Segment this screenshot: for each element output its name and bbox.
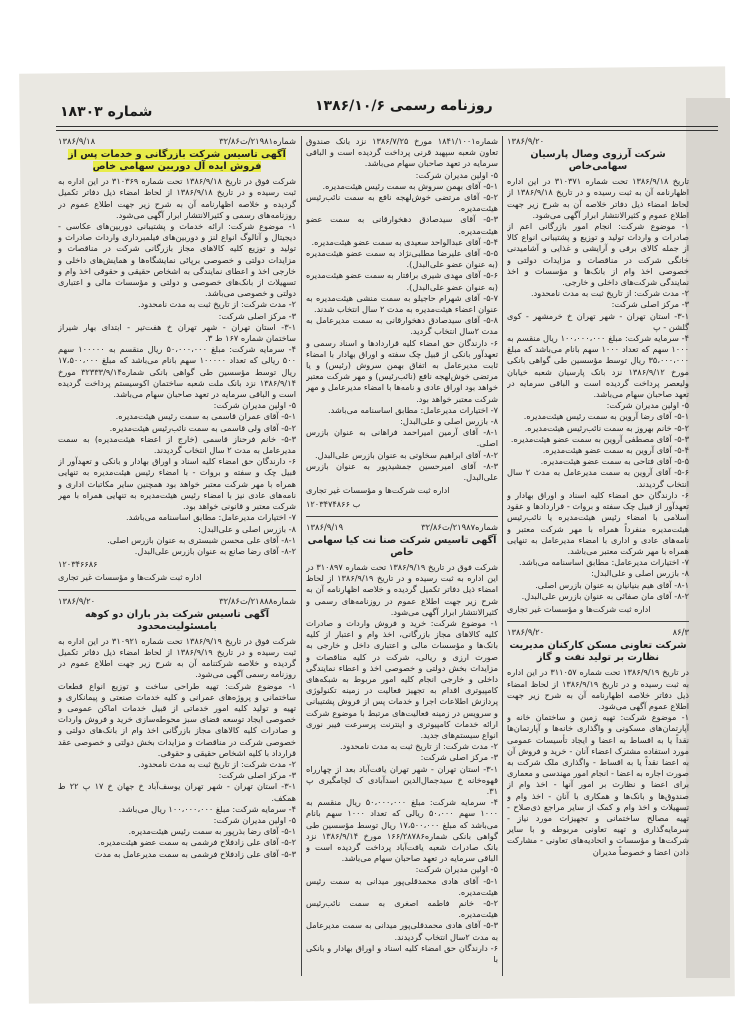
reg-number: شماره۲۱۹۸۱/ت۳۲/۸۶	[219, 136, 296, 146]
body-line: ۱- موضوع شرکت: تهیه طراحی ساخت و توزیع انواع قطعات ساختمانی و پروژه‌های عمرانی و کلیه خدمات صنعتی و پیمانکاری و تهیه و تولید کلیه امور خدماتی از قبیل خدمات اماکن عمومی و خصوصی ایجاد توسعه فضای سبز محوطه‌سازی خرید و فروش واردات و صادرات کلیه کالاهای مجاز بازرگانی اخذ وام از بانک‌های دولتی و خصوصی شرکت در مناقصات و مزایدات بخش دولتی و خصوصی عقد قرارداد با کلیه اشخاص حقیقی و حقوقی.	[58, 680, 296, 758]
body-line: ۵-۱- آقای عمران قاسمی به سمت رئیس هیئت‌مدیره.	[115, 411, 296, 422]
body-line: ۷- اختیارات مدیرعامل: مطابق اساسنامه می‌باشد.	[519, 557, 689, 568]
body-line: ۳-۱- استان تهران - شهر تهران خ خرمشهر - کوی گلشن - پ	[507, 310, 689, 332]
reg-number: ۸۶/۳	[672, 627, 689, 638]
body-line: ۵-۲- آقای علی زادفلاح فرشمی به سمت عضو هیئت‌مدیره.	[97, 837, 296, 848]
body-line: ۸-۲- آقای ابراهیم سخاوتی به عنوان بازرس علی‌البدل.	[314, 449, 498, 460]
body-line: ۵-۵- آقای فتاحی به سمت عضو هیئت‌مدیره.	[540, 456, 689, 467]
body-line: ۱- موضوع شرکت: انجام امور بازرگانی اعم از صادرات و واردات تولید و توزیع و پشتیبانی انواع کالا از جمله کالای برقی و آرایشی و غذایی و آشامیدنی خانگی شرکت در مناقصات و مزایدات دولتی و خصوصی اخذ وام از بانک‌ها و مؤسسات و اخذ نمایندگی شرکت‌های داخلی و خارجی.	[507, 221, 689, 288]
body-line: ۵- اولین مدیران شرکت:	[415, 169, 498, 180]
body-line: ۶- دارندگان حق امضاء کلیه اسناد و اوراق بهادار و بانکی با	[306, 942, 498, 965]
announcement-body	[306, 136, 498, 483]
body-line: ۵-۱- آقای رضا آروین به سمت رئیس هیئت‌مدیره.	[523, 411, 689, 422]
column-rule	[301, 136, 302, 976]
announcement-title	[58, 149, 296, 173]
announcement	[58, 136, 296, 584]
body-line: ۵-۲- آقای ولی قاسمی به سمت نائب‌رئیس هیئت‌مدیره.	[109, 422, 296, 433]
registration-line	[58, 136, 296, 147]
body-line: ۱- موضوع شرکت: خرید و فروش واردات و صادرات کلیه کالاهای مجاز بازرگانی، اخذ وام و اعتبار از کلیه بانک‌ها و مؤسسات مالی و اعتباری داخل و خارجی به صورت ارزی و ریالی، شرکت در کلیه مناقصات و مزایدات بخش دولتی و خصوصی اخذ و اعطاء نمایندگی داخلی و خارجی انجام کلیه امور مربوط به شبکه‌های کامپیوتری اقدام به تجهیز فعالیت در زمینه تکنولوژی پردازش اطلاعات اجرا و خدمات پس از فروش پشتیبانی و سرویس در زمینه فعالیت‌های مرتبط با موضوع شرکت ارائه خدمات کامپیوتری و اینترنت پرسرعت فیبر نوری انواع سیستم‌های جدید.	[306, 617, 498, 740]
body-line: ۳-۱- استان تهران - شهر تهران یوسف‌آباد خ جهان خ ۱۷ پ ۲۲ ط همکف.	[58, 781, 296, 803]
column-rule	[502, 136, 503, 976]
body-line: ۳- مرکز اصلی شرکت:	[218, 770, 296, 781]
body-line: ۴- سرمایه شرکت: مبلغ ۱۰۰،۰۰۰،۰۰۰ ریال منقسم به ۱۰۰۰ سهم که تعداد ۱۰۰۰ سهم بانام می‌باشد که مبلغ ۳۵،۰۰۰،۰۰۰ ریال توسط مؤسسین طی گواهی بانکی مورخ ۱۳۸۶/۹/۱۲ نزد بانک پارسیان شعبه خیابان ولیعصر پرداخت گردیده است و الباقی سرمایه در تعهد صاحبان سهام می‌باشد.	[507, 333, 689, 400]
reg-date: ۱۳۸۶/۹/۲۰	[507, 136, 545, 146]
announcement-divider	[58, 590, 296, 591]
body-line: ۱- موضوع شرکت: ارائه خدمات و پشتیبانی دوربین‌های عکاسی - دیجیتال و آنالوگ انواع لنز و دوربین‌های فیلمبرداری واردات صادرات و تولید و توزیع کلیه کالاهای مجاز بازرگانی شرکت در مناقصات و مزایدات دولتی و خصوصی برپائی نمایشگاه‌ها و همایش‌های داخلی و خارجی اخذ و اعطای نمایندگی به اشخاص حقیقی و حقوقی اخذ وام و تسهیلات از بانک‌های خصوصی و دولتی و مؤسسات مالی و اعتباری دولتی و خصوصی می‌باشد.	[58, 221, 296, 299]
body-line: شرکت فوق در تاریخ ۱۳۸۶/۹/۱۹ تحت شماره ۳۱۰۹۲۱ در این اداره به ثبت رسیده و در تاریخ ۱۳۸۶/۹/۱۹ از لحاظ امضاء ذیل دفاتر تکمیل گردیده و خلاصه شرکتنامه آن به شرح زیر جهت اطلاع عموم در روزنامه رسمی آگهی می‌شود.	[58, 635, 296, 680]
body-line: شرکت فوق در تاریخ ۱۳۸۶/۹/۱۸ تحت شماره ۳۱۰۳۶۹ در این اداره به ثبت رسیده و در تاریخ ۱۳۸۶/۹/۱۸ از لحاظ امضاء ذیل دفاتر تکمیل گردیده و خلاصه اظهارنامه آن به شرح زیر جهت اطلاع عموم در روزنامه‌های رسمی و کثیرالانتشار ابرار آگهی می‌شود.	[58, 176, 296, 220]
body-line: ۵-۳- آقای مصطفی آروین به سمت عضو هیئت‌مدیره.	[510, 433, 689, 444]
body-line: ۵-۱- آقای بهمن سروش به سمت رئیس هیئت‌مدیره.	[322, 180, 498, 191]
announcement-body	[507, 667, 689, 857]
body-line: ۵- اولین مدیران شرکت:	[213, 814, 296, 825]
body-line: ۱- موضوع شرکت: تهیه زمین و ساختمان خانه و آپارتمان‌های مسکونی و واگذاری خانه‌ها و آپارتمان‌ها نقداً یا به اقساط به اعضا و ایجاد تأسیسات عمومی مورد استفاده مشترک اعضاء آنان - خرید و فروش آن به اعضا نقداً یا به اقساط - واگذاری ملک شرکت به صورت اجاره به اعضا - انجام امور مهندسی و معماری برای اعضا و نظارت بر امور آنها - اخذ وام از صندوق‌ها و بانک‌ها و همکاری با آنان - اخذ وام و تسهیلات و اخذ وام و کمک از سایر مراجع ذی‌صلاح - تهیه مصالح ساختمانی و تجهیزات مورد نیاز - سرمایه‌گذاری و تهیه تعاونی مربوطه و با سایر شرکت‌ها و مؤسسات و اتحادیه‌های تعاونی - مشارکت دادن اعضا و خصوصاً مدیران	[507, 712, 689, 857]
reg-number: شماره۲۱۹۸۷/ت۳۲/۸۶	[421, 521, 498, 532]
registration-line	[58, 596, 296, 607]
announcement-code: ۱۲۰۳۴۶۶۸۶	[58, 559, 98, 570]
reg-date: ۱۳۸۶/۹/۱۹	[306, 521, 344, 532]
header-rule	[56, 130, 718, 131]
body-line: ۳- مرکز اصلی شرکت:	[611, 299, 689, 310]
reg-date: ۱۳۸۶/۹/۲۰	[58, 595, 96, 606]
body-line: شرکت فوق در تاریخ ۱۳۸۶/۹/۱۹ تحت شماره ۳۱۰۸۹۷ در این اداره به ثبت رسیده و در تاریخ ۱۳۸۶/۹/۱۹ از لحاظ امضاء ذیل دفاتر تکمیل گردیده و خلاصه اظهارنامه آن به شرح زیر جهت اطلاع عموم در روزنامه‌های رسمی و کثیرالانتشار ابرار آگهی می‌شود.	[306, 561, 498, 617]
body-line: ۵-۸- آقای سیدصادق دهخوارقانی به سمت مدیرعامل به مدت ۲سال انتخاب گردید.	[306, 315, 498, 337]
body-line: ۸-۳- آقای امیرحسین جمشیدپور به عنوان بازرس علی‌البدل.	[306, 460, 498, 483]
announcement-title: آگهی تاسیس شرکت بذر باران دو کوهه بامسئولیت‌محدود	[84, 608, 270, 632]
body-line: ۵-۲- خانم بهروز به سمت نائب‌رئیس هیئت‌مدیره.	[524, 422, 689, 433]
column-left	[58, 136, 296, 976]
body-line: ۵- اولین مدیران شرکت:	[213, 400, 296, 411]
announcement	[306, 522, 498, 966]
header-rule	[56, 126, 718, 127]
highlighted-title: آگهی تاسیس شرکت بازرگانی و خدمات پس از فروش ایده آل دوربین سهامی خاص	[68, 149, 286, 173]
body-line: ۵-۴- آقای عبدالواحد سعیدی به سمت عضو هیئت‌مدیره.	[311, 236, 498, 247]
body-line: ۸-۱- آقای آرمین امیراحمد فراهانی به عنوان بازرس اصلی.	[306, 427, 498, 449]
body-line: ۵- اولین مدیران شرکت:	[606, 400, 689, 411]
reg-number: شماره۲۱۸۸۸/ت۳۲/۸۶	[219, 595, 296, 606]
announcement	[507, 136, 689, 615]
body-line: ۵-۳- آقای هادی محمدقلی‌پور میدانی به سمت مدیرعامل به مدت ۲سال انتخاب گردیدند.	[306, 920, 498, 942]
publication-date-header: روزنامه رسمی ۱۳۸۶/۱۰/۶	[315, 98, 493, 114]
body-line: ۸- بازرس اصلی و علی‌البدل:	[198, 523, 296, 534]
body-line: در تاریخ ۱۳۸۶/۹/۱۹ تحت شماره ۳۱۱۰۵۷ در این اداره به ثبت رسیده و در تاریخ ۱۳۸۶/۹/۱۹ از لحاظ امضاء ذیل دفاتر خلاصه اظهارنامه آن به شرح زیر جهت اطلاع عموم آگهی می‌شود.	[507, 667, 689, 711]
body-line: ۸-۲- آقای مان صفائی به عنوان بازرس علی‌البدل.	[521, 590, 689, 601]
body-line: ۴- سرمایه شرکت: مبلغ ۱۰۰،۰۰۰،۰۰۰ ریال می‌باشد.	[118, 803, 296, 814]
body-line: ۶- دارندگان حق امضاء کلیه قراردادها و اسناد رسمی و تعهدآور بانکی از قبیل چک سفته و اوراق بهادار با امضاء ثابت مدیرعامل به اتفاق بهمن سروش (رئیس) و یا مرتضی خوش‌لهجه نافع (نائب‌رئیس) و مهر شرکت معتبر خواهد بود اوراق عادی و نامه‌ها با امضاء مدیرعامل و مهر شرکت معتبر خواهد بود.	[306, 337, 498, 404]
announcement-body	[58, 636, 296, 860]
announcement-code: ب ۱۲۰۳۴۷۴۸۶۶	[306, 498, 361, 509]
body-line: ۳-۱- استان تهران - شهر تهران خ هفت‌تیر - ابتدای بهار شیراز ساختمان شماره ۱۶۷ ط ۳.	[58, 321, 296, 344]
agency-signature: اداره ثبت شرکت‌ها و مؤسسات غیر تجاری	[507, 603, 651, 614]
body-line: ۲- مدت شرکت: از تاریخ ثبت به مدت نامحدود.	[138, 758, 296, 769]
announcement-divider	[507, 621, 689, 622]
body-line: ۵-۵- آقای علیرضا مطلبی‌نژاد به سمت عضو هیئت‌مدیره (به عنوان عضو علی‌البدل).	[306, 248, 498, 270]
announcement	[507, 627, 689, 858]
body-line: ۷- اختیارات مدیرعامل: مطابق اساسنامه می‌باشد.	[328, 404, 498, 415]
body-line: ۵-۳- آقای علی زادفلاح فرشمی به سمت مدیرعامل به مدت	[94, 848, 296, 859]
body-line: ۵-۴- آقای آروین به سمت عضو هیئت‌مدیره.	[542, 445, 689, 456]
registration-line	[507, 136, 689, 147]
issue-number: شماره ۱۸۳۰۳	[60, 104, 153, 120]
body-line: تاریخ ۱۳۸۶/۹/۱۸ تحت شماره ۳۱۰۳۷۱ در این اداره اظهارنامه آن به ثبت رسیده و در تاریخ ۱۳۸۶/۹/۱۸ از لحاظ امضاء ذیل دفاتر خلاصه آن به شرح زیر جهت اطلاع عموم و کثیرالانتشار ابرار آگهی می‌شود.	[507, 176, 689, 220]
reg-date: ۱۳۸۶/۹/۲۰	[507, 627, 545, 638]
registration-line	[507, 627, 689, 638]
reg-date: ۱۳۸۶/۹/۱۸	[58, 136, 96, 146]
body-line: ۵- اولین مدیران شرکت:	[415, 864, 498, 875]
body-line: ۵-۶- آقای آروین به سمت مدیرعامل به مدت ۲ سال انتخاب گردیدند.	[507, 467, 689, 489]
body-line: ۸- بازرس اصلی و علی‌البدل:	[591, 568, 689, 579]
column-right	[507, 136, 689, 976]
body-line: ۸-۱- آقای علی محسن شبستری به عنوان بازرس اصلی.	[107, 534, 296, 545]
announcement-body	[58, 176, 296, 557]
body-line: ۴- سرمایه شرکت: مبلغ ۵۰،۰۰۰،۰۰۰ ریال منقسم به ۱۰۰۰۰۰ سهم ۵۰۰ ریالی که تعداد ۱۰۰۰۰۰ سهم بانام می‌باشد که مبلغ ۱۷،۵۰۰،۰۰۰ ریال توسط مؤسسین طی گواهی بانکی شماره۳۲۳۳۳/۹/۱۴ مورخ ۱۳۸۶/۹/۱۴ نزد بانک ملت شعبه ساختمان اکوسیستم پرداخت گردیده است و الباقی سرمایه در تعهد صاحبان سهام می‌باشد.	[58, 344, 296, 400]
body-line: ۶- دارندگان حق امضاء کلیه اسناد و اوراق بهادار و تعهدآور از قبیل چک سفته و بروات - قراردادها و عقود اسلامی با امضاء رئیس هیئت‌مدیره یا نائب‌رئیس هیئت‌مدیره منفرداً همراه با مهر شرکت معتبر و نامه‌های عادی و اداری با امضاء مدیرعامل به تنهایی همراه با مهر شرکت معتبر می‌باشد.	[507, 489, 689, 556]
body-line: ۴- سرمایه شرکت: مبلغ ۵۰،۰۰۰،۰۰۰ ریال منقسم به ۱۰۰۰ سهم ۵۰،۰۰۰ ریالی که تعداد ۱۰۰۰ سهم بانام می‌باشد که مبلغ ۱۷،۵۰۰،۰۰۰ ریال توسط مؤسسین طی گواهی بانکی شماره۱۶۶/۲۸۷۸۶ مورخ ۱۳۸۶/۹/۱۴ نزد بانک صادرات شعبه یافت‌آباد پرداخت گردیده است و الباقی سرمایه در تعهد صاحبان سهام می‌باشد.	[306, 797, 498, 864]
body-line: ۳- مرکز اصلی شرکت:	[420, 752, 498, 763]
body-line: ۳-۱- استان تهران - شهر تهران یافت‌آباد بعد از چهارراه قهوه‌خانه خ سیدجمال‌الدین اسدآبادی ک لچامگیری پ ۳۱.	[306, 763, 498, 796]
announcement-title: شرکت آرزوی وصال پارسیان سهامی‌خاص	[530, 149, 666, 173]
announcement-title: شرکت تعاونی مسکن کارکنان مدیریت نظارت بر تولید نفت و گاز	[509, 640, 687, 664]
body-line: ۵-۱- آقای هادی محمدقلی‌پور میدانی به سمت رئیس هیئت‌مدیره.	[306, 875, 498, 897]
body-line: ۳- مرکز اصلی شرکت:	[218, 310, 296, 321]
body-line: ۸-۱- آقای هیم بنیانیان به عنوان بازرس اصلی.	[535, 579, 689, 590]
body-line: ۵-۷- آقای شهرام حاجیلو به سمت منشی هیئت‌مدیره به عنوان اعضاء هیئت‌مدیره به مدت ۲ سال انتخاب شدند.	[306, 292, 498, 315]
announcement	[306, 136, 498, 510]
column-middle	[306, 136, 498, 976]
body-line: ۷- اختیارات مدیرعامل: مطابق اساسنامه می‌باشد.	[126, 512, 296, 523]
agency-signature: اداره ثبت شرکت‌ها و مؤسسات غیر تجاری	[306, 485, 450, 496]
body-line: ۵-۲- خانم فاطمه اصغری به سمت نائب‌رئیس هیئت‌مدیره.	[306, 898, 498, 920]
body-line: ۲- مدت شرکت: از تاریخ ثبت به مدت نامحدود.	[340, 741, 498, 752]
announcement-divider	[306, 516, 498, 517]
body-line: ۲- مدت شرکت: از تاریخ ثبت به مدت نامحدود.	[138, 299, 296, 310]
body-line: ۶- دارندگان حق امضاء کلیه اسناد و اوراق بهادار و بانکی و تعهدآور از قبیل چک و سفته و بروات - با امضاء رئیس هیئت‌مدیره به تنهایی همراه با مهر شرکت معتبر خواهد بود همچنین سایر مکاتبات اداری و نامه‌های عادی نیز با امضاء رئیس هیئت‌مدیره به تنهایی همراه با مهر شرکت معتبر و قانونی خواهد بود.	[58, 456, 296, 512]
body-line: ۵-۳- خانم فرحناز قاسمی (خارج از اعضاء هیئت‌مدیره) به سمت مدیرعامل به مدت ۲ سال انتخاب گردیدند.	[58, 433, 296, 456]
body-line: ۲- مدت شرکت: از تاریخ ثبت به مدت نامحدود.	[531, 288, 689, 299]
body-line: ۵-۳- آقای سیدصادق دهخوارقانی به سمت عضو هیئت‌مدیره.	[306, 214, 498, 236]
body-line: ۵-۱- آقای رضا بذرپور به سمت رئیس هیئت‌مدیره.	[128, 826, 296, 837]
announcement	[58, 596, 296, 860]
body-line: ۸- بازرس اصلی و علی‌البدل:	[400, 416, 498, 427]
announcement-body	[507, 176, 689, 602]
body-line: شماره۱۸۴۱/۱۰۰۱ مورخ ۱۳۸۶/۷/۲۵ نزد بانک صندوق تعاون شعبه سپهبد قرنی پرداخت گردیده است و الباقی سرمایه در تعهد صاحبان سهام می‌باشد.	[306, 136, 498, 169]
scan-shadow-strip	[686, 98, 730, 978]
body-line: ۵-۶- آقای مهدی شیری برافتار به سمت عضو هیئت‌مدیره (به عنوان عضو علی‌البدل).	[306, 270, 498, 292]
announcement-title: آگهی تاسیس شرکت صنا نت کیا سهامی خاص	[307, 534, 497, 558]
registration-line	[306, 522, 498, 533]
body-line: ۸-۲- آقای رضا صانع به عنوان بازرس علی‌البدل.	[134, 545, 296, 556]
body-line: ۵-۲- آقای مرتضی خوش‌لهجه نافع به سمت نائب‌رئیس هیئت‌مدیره.	[306, 192, 498, 214]
agency-signature: اداره ثبت شرکت‌ها و مؤسسات غیر تجاری	[58, 572, 202, 583]
announcement-body	[306, 562, 498, 965]
